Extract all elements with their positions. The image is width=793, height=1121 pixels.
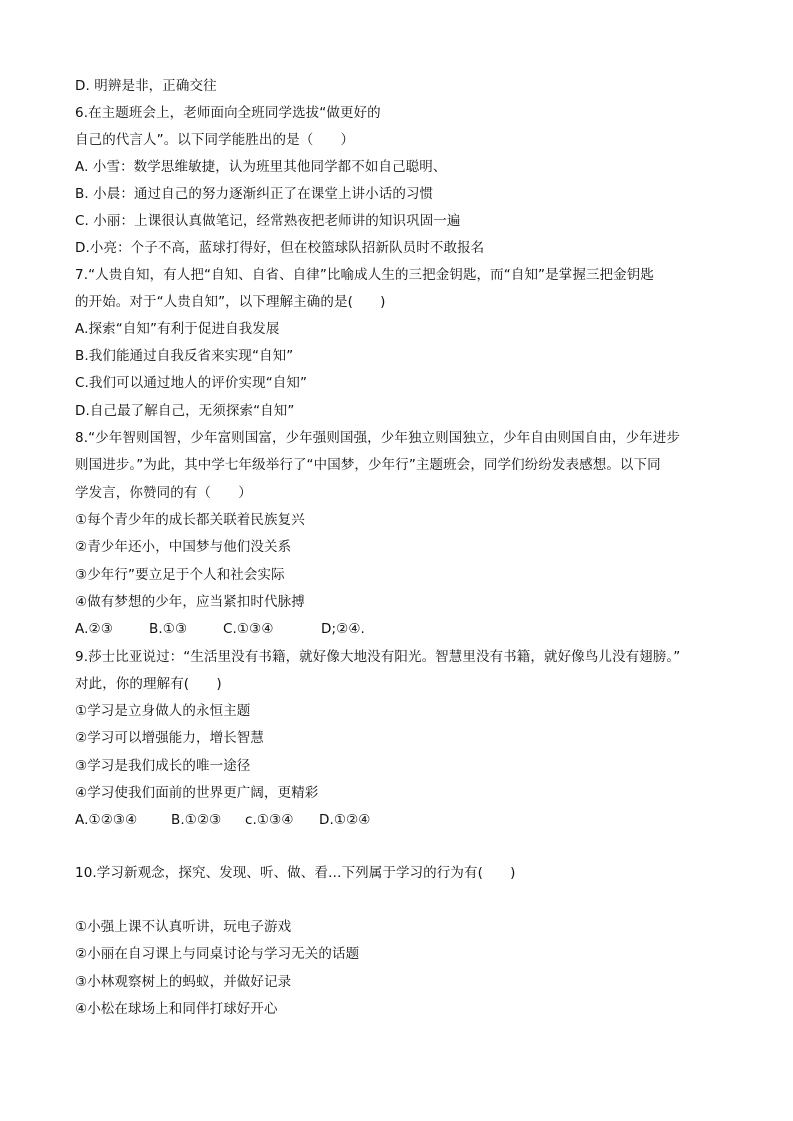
q9-stem-line-2: 对此，你的理解有( ) [75,676,222,692]
q7-option-b: B.我们能通过自我反省来实现“自知” [75,348,294,364]
q8-statement-3: ③少年行”要立足于个人和社会实际 [75,567,285,583]
q5-option-d: D. 明辨是非，正确交往 [75,78,217,94]
q10-statement-2: ②小丽在自习课上与同桌讨论与学习无关的话题 [75,946,360,962]
q6-option-b: B. 小晨：通过自己的努力逐渐纠正了在课堂上讲小话的习惯 [75,186,434,202]
q10-statement-4: ④小松在球场上和同伴打球好开心 [75,1001,278,1017]
q10-statement-3: ③小林观察树上的蚂蚁，并做好记录 [75,974,292,990]
q10-statement-1: ①小强上课不认真听讲，玩电子游戏 [75,919,292,935]
q9-option-a: A.①②③④ [75,812,138,828]
q9-statement-2: ②学习可以增强能力，增长智慧 [75,730,265,746]
q8-options [75,620,365,638]
q8-stem-line-2: 则国进步。”为此，其中学七年级举行了“中国梦，少年行”主题班会，同学们纷纷发表感想。以下同 [75,457,661,473]
q8-statement-4: ④做有梦想的少年，应当紧扣时代脉搏 [75,594,305,610]
q10-stem: 10.学习新观念，探究、发现、听、做、看…下列属于学习的行为有( ) [75,865,516,881]
q9-statement-3: ③学习是我们成长的唯一途径 [75,758,251,774]
q6-stem-line-2: 自己的代言人”。以下同学能胜出的是（ ） [75,132,355,148]
q7-stem-line-1: 7.“人贵自知，有人把“自知、自省、自律”比喻成人生的三把金钥匙，而“自知”是掌握三把金钥匙 [75,267,654,283]
q8-stem-line-1: 8.“少年智则国智，少年富则国富，少年强则国强，少年独立则国独立，少年自由则国自由，少年进步 [75,430,680,446]
q8-option-d: D;②④. [321,621,365,637]
q6-stem-line-1: 6.在主题班会上，老师面向全班同学选拔“做更好的 [75,105,381,121]
q9-stem-line-1: 9.莎士比亚说过：“生活里没有书籍，就好像大地没有阳光。智慧里没有书籍，就好像鸟儿没有翅膀。” [75,649,681,665]
q8-option-c: C.①③④ [223,621,274,637]
q7-option-d: D.自己最了解自己，无须探索“自知” [75,403,295,419]
q9-statement-1: ①学习是立身做人的永恒主题 [75,703,251,719]
q8-stem-line-3: 学发言，你赞同的有（ ） [75,485,252,501]
q6-option-a: A. 小雪：数学思维敏捷，认为班里其他同学都不如自己聪明、 [75,159,447,175]
q9-option-d: D.①②④ [319,812,371,828]
q6-option-d: D.小亮：个子不高，蓝球打得好，但在校篮球队招新队员时不敢报名 [75,240,485,256]
q7-option-c: C.我们可以通过地人的评价实现“自知” [75,375,308,391]
q7-option-a: A.探索“自知”有利于促进自我发展 [75,321,280,337]
q8-statement-2: ②青少年还小，中国梦与他们没关系 [75,539,292,555]
q9-statement-4: ④学习使我们面前的世界更广阔，更精彩 [75,785,319,801]
q7-stem-line-2: 的开始。对于“人贵自知”，以下理解主确的是( ) [75,294,386,310]
q8-option-b: B.①③ [149,621,188,637]
q9-option-b: B.①②③ [171,812,222,828]
q6-option-c: C. 小丽：上课很认真做笔记，经常熟夜把老师讲的知识巩固一遍 [75,213,461,229]
q8-option-a: A.②③ [75,621,113,637]
q8-statement-1: ①每个青少年的成长都关联着民族复兴 [75,512,305,528]
q9-option-c: c.①③④ [245,812,294,828]
q9-options [75,811,371,829]
